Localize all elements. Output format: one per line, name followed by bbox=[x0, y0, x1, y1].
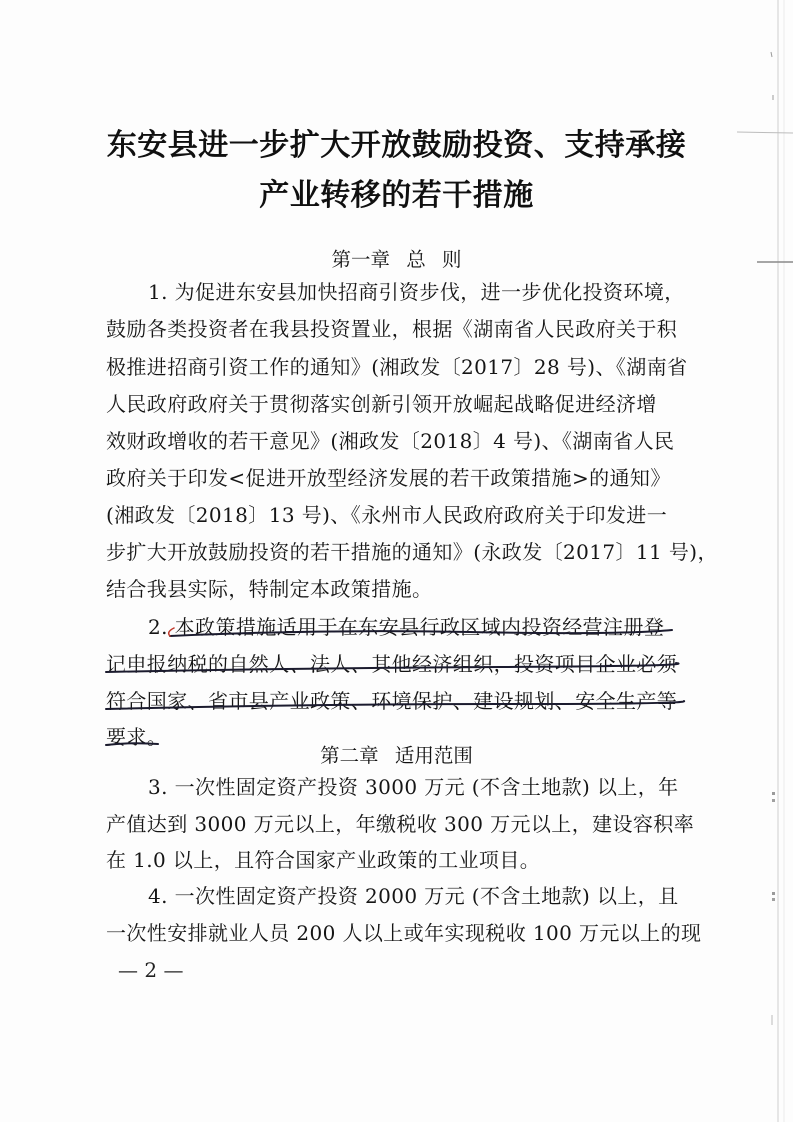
para-1-line-9: 结合我县实际，特制定本政策措施。 bbox=[106, 577, 433, 601]
para-3-line-3: 在 1.0 以上，且符合国家产业政策的工业项目。 bbox=[106, 848, 541, 872]
chapter-2-heading: 第二章 适用范围 bbox=[320, 744, 473, 767]
para-2-line-3: 符合国家、省市县产业政策、环境保护、建设规划、安全生产等 bbox=[106, 689, 678, 713]
para-1-line-7: (湘政发〔2018〕13 号)、《永州市人民政府政府关于印发进一 bbox=[106, 503, 668, 527]
para-4-line-2: 一次性安排就业人员 200 人以上或年实现税收 100 万元以上的现 bbox=[106, 921, 702, 945]
para-4-line-1: 4. 一次性固定资产投资 2000 万元 (不含土地款) 以上，且 bbox=[148, 884, 679, 908]
para-3-line-1: 3. 一次性固定资产投资 3000 万元 (不含土地款) 以上，年 bbox=[148, 775, 679, 799]
para-1-line-5: 效财政增收的若干意见》(湘政发〔2018〕4 号)、《湖南省人民 bbox=[106, 429, 675, 453]
para-3-line-2: 产值达到 3000 万元以上，年缴税收 300 万元以上，建设容积率 bbox=[106, 812, 695, 836]
para-1-line-2: 鼓励各类投资者在我县投资置业，根据《湖南省人民政府关于积 bbox=[106, 317, 678, 341]
document-title-line-1: 东安县进一步扩大开放鼓励投资、支持承接 bbox=[106, 129, 687, 162]
page-number: — 2 — bbox=[118, 958, 184, 982]
para-1-line-4: 人民政府政府关于贯彻落实创新引领开放崛起战略促进经济增 bbox=[106, 392, 657, 416]
para-1-line-3: 极推进招商引资工作的通知》(湘政发〔2017〕28 号)、《湖南省 bbox=[106, 355, 688, 379]
para-1-line-6: 政府关于印发<促进开放型经济发展的若干政策措施>的通知》 bbox=[106, 466, 671, 490]
para-2-line-1: 2. 本政策措施适用于在东安县行政区域内投资经营注册登 bbox=[148, 615, 665, 639]
para-1-line-8: 步扩大开放鼓励投资的若干措施的通知》(永政发〔2017〕11 号)， bbox=[106, 540, 718, 564]
document-title-line-2: 产业转移的若干措施 bbox=[259, 179, 534, 212]
chapter-1-heading: 第一章 总 则 bbox=[331, 248, 462, 271]
para-2-line-2: 记申报纳税的自然人、法人、其他经济组织，投资项目企业必须 bbox=[106, 652, 678, 676]
para-2-line-4: 要求。 bbox=[106, 725, 168, 749]
para-1-line-1: 1. 为促进东安县加快招商引资步伐，进一步优化投资环境， bbox=[148, 280, 685, 304]
